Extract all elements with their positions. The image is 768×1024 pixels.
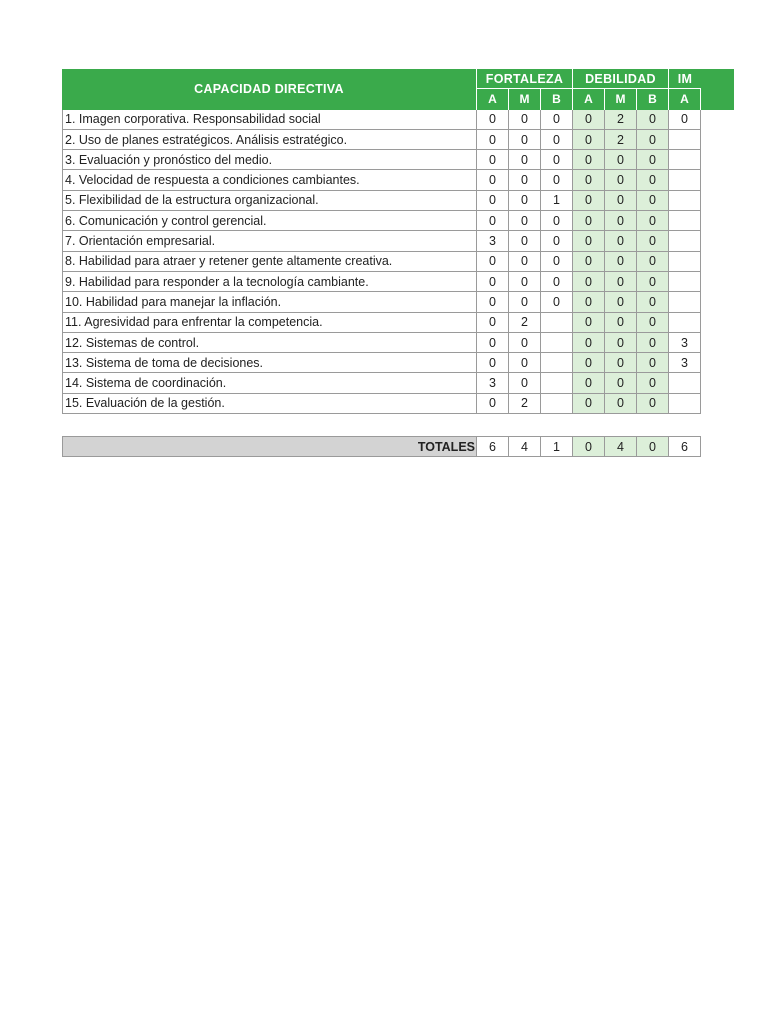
cell-debilidad-m: 0 xyxy=(605,211,637,231)
cell-fortaleza-b: 0 xyxy=(541,170,573,190)
header-group-fortaleza: FORTALEZA xyxy=(477,69,573,89)
cell-fortaleza-a: 3 xyxy=(477,373,509,393)
cell-fortaleza-b xyxy=(541,373,573,393)
row-label: 3. Evaluación y pronóstico del medio. xyxy=(62,150,477,170)
cell-debilidad-m: 2 xyxy=(605,110,637,130)
cell-fortaleza-m: 0 xyxy=(509,150,541,170)
cell-fortaleza-m: 0 xyxy=(509,373,541,393)
cell-debilidad-a: 0 xyxy=(573,130,605,150)
cell-fortaleza-m: 0 xyxy=(509,110,541,130)
cell-fortaleza-a: 0 xyxy=(477,110,509,130)
cell-fortaleza-b xyxy=(541,313,573,333)
cell-fortaleza-m: 0 xyxy=(509,130,541,150)
cell-fortaleza-a: 0 xyxy=(477,191,509,211)
row-label: 5. Flexibilidad de la estructura organizacional. xyxy=(62,191,477,211)
subheader-fortaleza-b: B xyxy=(541,89,573,109)
cell-debilidad-m: 0 xyxy=(605,191,637,211)
cell-debilidad-b: 0 xyxy=(637,333,669,353)
cell-fortaleza-a: 0 xyxy=(477,353,509,373)
cell-fortaleza-b: 0 xyxy=(541,272,573,292)
totals-fortaleza-a: 6 xyxy=(477,437,509,457)
cell-debilidad-a: 0 xyxy=(573,272,605,292)
cell-debilidad-a: 0 xyxy=(573,313,605,333)
row-label: 7. Orientación empresarial. xyxy=(62,231,477,251)
row-label: 14. Sistema de coordinación. xyxy=(62,373,477,393)
cell-fortaleza-a: 0 xyxy=(477,150,509,170)
cell-debilidad-b: 0 xyxy=(637,170,669,190)
cell-debilidad-m: 0 xyxy=(605,353,637,373)
cell-fortaleza-m: 0 xyxy=(509,333,541,353)
cell-debilidad-b: 0 xyxy=(637,313,669,333)
cell-debilidad-a: 0 xyxy=(573,394,605,414)
cell-debilidad-b: 0 xyxy=(637,191,669,211)
header-group-im: IM xyxy=(669,69,701,89)
totals-fortaleza-m: 4 xyxy=(509,437,541,457)
subheader-debilidad-a: A xyxy=(573,89,605,109)
cell-debilidad-m: 0 xyxy=(605,150,637,170)
totals-table xyxy=(62,436,701,457)
totals-debilidad-b: 0 xyxy=(637,437,669,457)
capacity-table xyxy=(62,69,701,414)
row-label: 11. Agresividad para enfrentar la competencia. xyxy=(62,313,477,333)
cell-fortaleza-m: 0 xyxy=(509,231,541,251)
cell-debilidad-a: 0 xyxy=(573,150,605,170)
cell-fortaleza-a: 0 xyxy=(477,211,509,231)
cell-im-a: 3 xyxy=(669,353,701,373)
cell-debilidad-m: 2 xyxy=(605,130,637,150)
cell-im-a xyxy=(669,211,701,231)
cell-fortaleza-a: 0 xyxy=(477,170,509,190)
cell-fortaleza-m: 0 xyxy=(509,292,541,312)
cell-im-a xyxy=(669,272,701,292)
header-group-debilidad: DEBILIDAD xyxy=(573,69,669,89)
cell-im-a: 0 xyxy=(669,110,701,130)
cell-fortaleza-m: 0 xyxy=(509,191,541,211)
cell-debilidad-a: 0 xyxy=(573,110,605,130)
cell-fortaleza-b: 0 xyxy=(541,150,573,170)
cell-fortaleza-b xyxy=(541,394,573,414)
cell-im-a: 3 xyxy=(669,333,701,353)
cell-debilidad-b: 0 xyxy=(637,353,669,373)
cell-debilidad-b: 0 xyxy=(637,394,669,414)
totals-im-a: 6 xyxy=(669,437,701,457)
cell-fortaleza-m: 0 xyxy=(509,252,541,272)
header-title: CAPACIDAD DIRECTIVA xyxy=(62,69,477,110)
cell-debilidad-m: 0 xyxy=(605,333,637,353)
row-label: 15. Evaluación de la gestión. xyxy=(62,394,477,414)
cell-debilidad-a: 0 xyxy=(573,211,605,231)
cell-im-a xyxy=(669,394,701,414)
cell-im-a xyxy=(669,170,701,190)
cell-fortaleza-b: 1 xyxy=(541,191,573,211)
row-label: 8. Habilidad para atraer y retener gente altamente creativa. xyxy=(62,252,477,272)
cell-fortaleza-a: 0 xyxy=(477,130,509,150)
row-label: 2. Uso de planes estratégicos. Análisis estratégico. xyxy=(62,130,477,150)
capacity-grid xyxy=(62,69,701,414)
cell-debilidad-b: 0 xyxy=(637,252,669,272)
cell-debilidad-b: 0 xyxy=(637,110,669,130)
cell-debilidad-b: 0 xyxy=(637,272,669,292)
cell-debilidad-a: 0 xyxy=(573,170,605,190)
row-label: 12. Sistemas de control. xyxy=(62,333,477,353)
cell-fortaleza-b xyxy=(541,353,573,373)
cell-fortaleza-m: 2 xyxy=(509,313,541,333)
cell-debilidad-m: 0 xyxy=(605,373,637,393)
cell-debilidad-m: 0 xyxy=(605,313,637,333)
cell-fortaleza-a: 0 xyxy=(477,272,509,292)
cell-im-a xyxy=(669,313,701,333)
cell-fortaleza-b: 0 xyxy=(541,110,573,130)
cell-im-a xyxy=(669,150,701,170)
row-label: 9. Habilidad para responder a la tecnología cambiante. xyxy=(62,272,477,292)
cell-im-a xyxy=(669,252,701,272)
cell-debilidad-b: 0 xyxy=(637,130,669,150)
cell-debilidad-m: 0 xyxy=(605,170,637,190)
cell-fortaleza-m: 2 xyxy=(509,394,541,414)
subheader-debilidad-b: B xyxy=(637,89,669,109)
cell-fortaleza-m: 0 xyxy=(509,170,541,190)
cell-debilidad-m: 0 xyxy=(605,292,637,312)
cell-debilidad-b: 0 xyxy=(637,292,669,312)
cell-debilidad-m: 0 xyxy=(605,272,637,292)
cell-fortaleza-b: 0 xyxy=(541,211,573,231)
cell-debilidad-a: 0 xyxy=(573,292,605,312)
row-label: 1. Imagen corporativa. Responsabilidad social xyxy=(62,110,477,130)
cell-fortaleza-m: 0 xyxy=(509,353,541,373)
subheader-debilidad-m: M xyxy=(605,89,637,109)
cell-debilidad-a: 0 xyxy=(573,191,605,211)
row-label: 13. Sistema de toma de decisiones. xyxy=(62,353,477,373)
cell-fortaleza-a: 0 xyxy=(477,292,509,312)
cell-im-a xyxy=(669,130,701,150)
cell-im-a xyxy=(669,292,701,312)
cell-fortaleza-a: 0 xyxy=(477,333,509,353)
cell-debilidad-b: 0 xyxy=(637,231,669,251)
subheader-fortaleza-m: M xyxy=(509,89,541,109)
cell-debilidad-m: 0 xyxy=(605,394,637,414)
cell-debilidad-a: 0 xyxy=(573,231,605,251)
cell-debilidad-m: 0 xyxy=(605,252,637,272)
cell-fortaleza-b: 0 xyxy=(541,252,573,272)
totals-fortaleza-b: 1 xyxy=(541,437,573,457)
cell-debilidad-a: 0 xyxy=(573,353,605,373)
cell-fortaleza-a: 3 xyxy=(477,231,509,251)
cell-debilidad-b: 0 xyxy=(637,211,669,231)
totals-row xyxy=(62,436,701,457)
cell-debilidad-b: 0 xyxy=(637,373,669,393)
cell-debilidad-a: 0 xyxy=(573,373,605,393)
cell-fortaleza-b: 0 xyxy=(541,292,573,312)
subheader-im-a: A xyxy=(669,89,701,109)
subheader-fortaleza-a: A xyxy=(477,89,509,109)
totals-debilidad-m: 4 xyxy=(605,437,637,457)
totals-debilidad-a: 0 xyxy=(573,437,605,457)
cell-im-a xyxy=(669,373,701,393)
cell-fortaleza-a: 0 xyxy=(477,313,509,333)
row-label: 10. Habilidad para manejar la inflación. xyxy=(62,292,477,312)
cell-fortaleza-a: 0 xyxy=(477,394,509,414)
cell-debilidad-a: 0 xyxy=(573,252,605,272)
cell-im-a xyxy=(669,191,701,211)
row-label: 6. Comunicación y control gerencial. xyxy=(62,211,477,231)
cell-fortaleza-m: 0 xyxy=(509,211,541,231)
header-band-extension xyxy=(699,69,734,110)
cell-fortaleza-b: 0 xyxy=(541,130,573,150)
row-label: 4. Velocidad de respuesta a condiciones cambiantes. xyxy=(62,170,477,190)
cell-fortaleza-b xyxy=(541,333,573,353)
cell-debilidad-m: 0 xyxy=(605,231,637,251)
cell-im-a xyxy=(669,231,701,251)
cell-debilidad-a: 0 xyxy=(573,333,605,353)
cell-fortaleza-a: 0 xyxy=(477,252,509,272)
cell-debilidad-b: 0 xyxy=(637,150,669,170)
totals-label: TOTALES xyxy=(62,437,477,457)
cell-fortaleza-m: 0 xyxy=(509,272,541,292)
cell-fortaleza-b: 0 xyxy=(541,231,573,251)
